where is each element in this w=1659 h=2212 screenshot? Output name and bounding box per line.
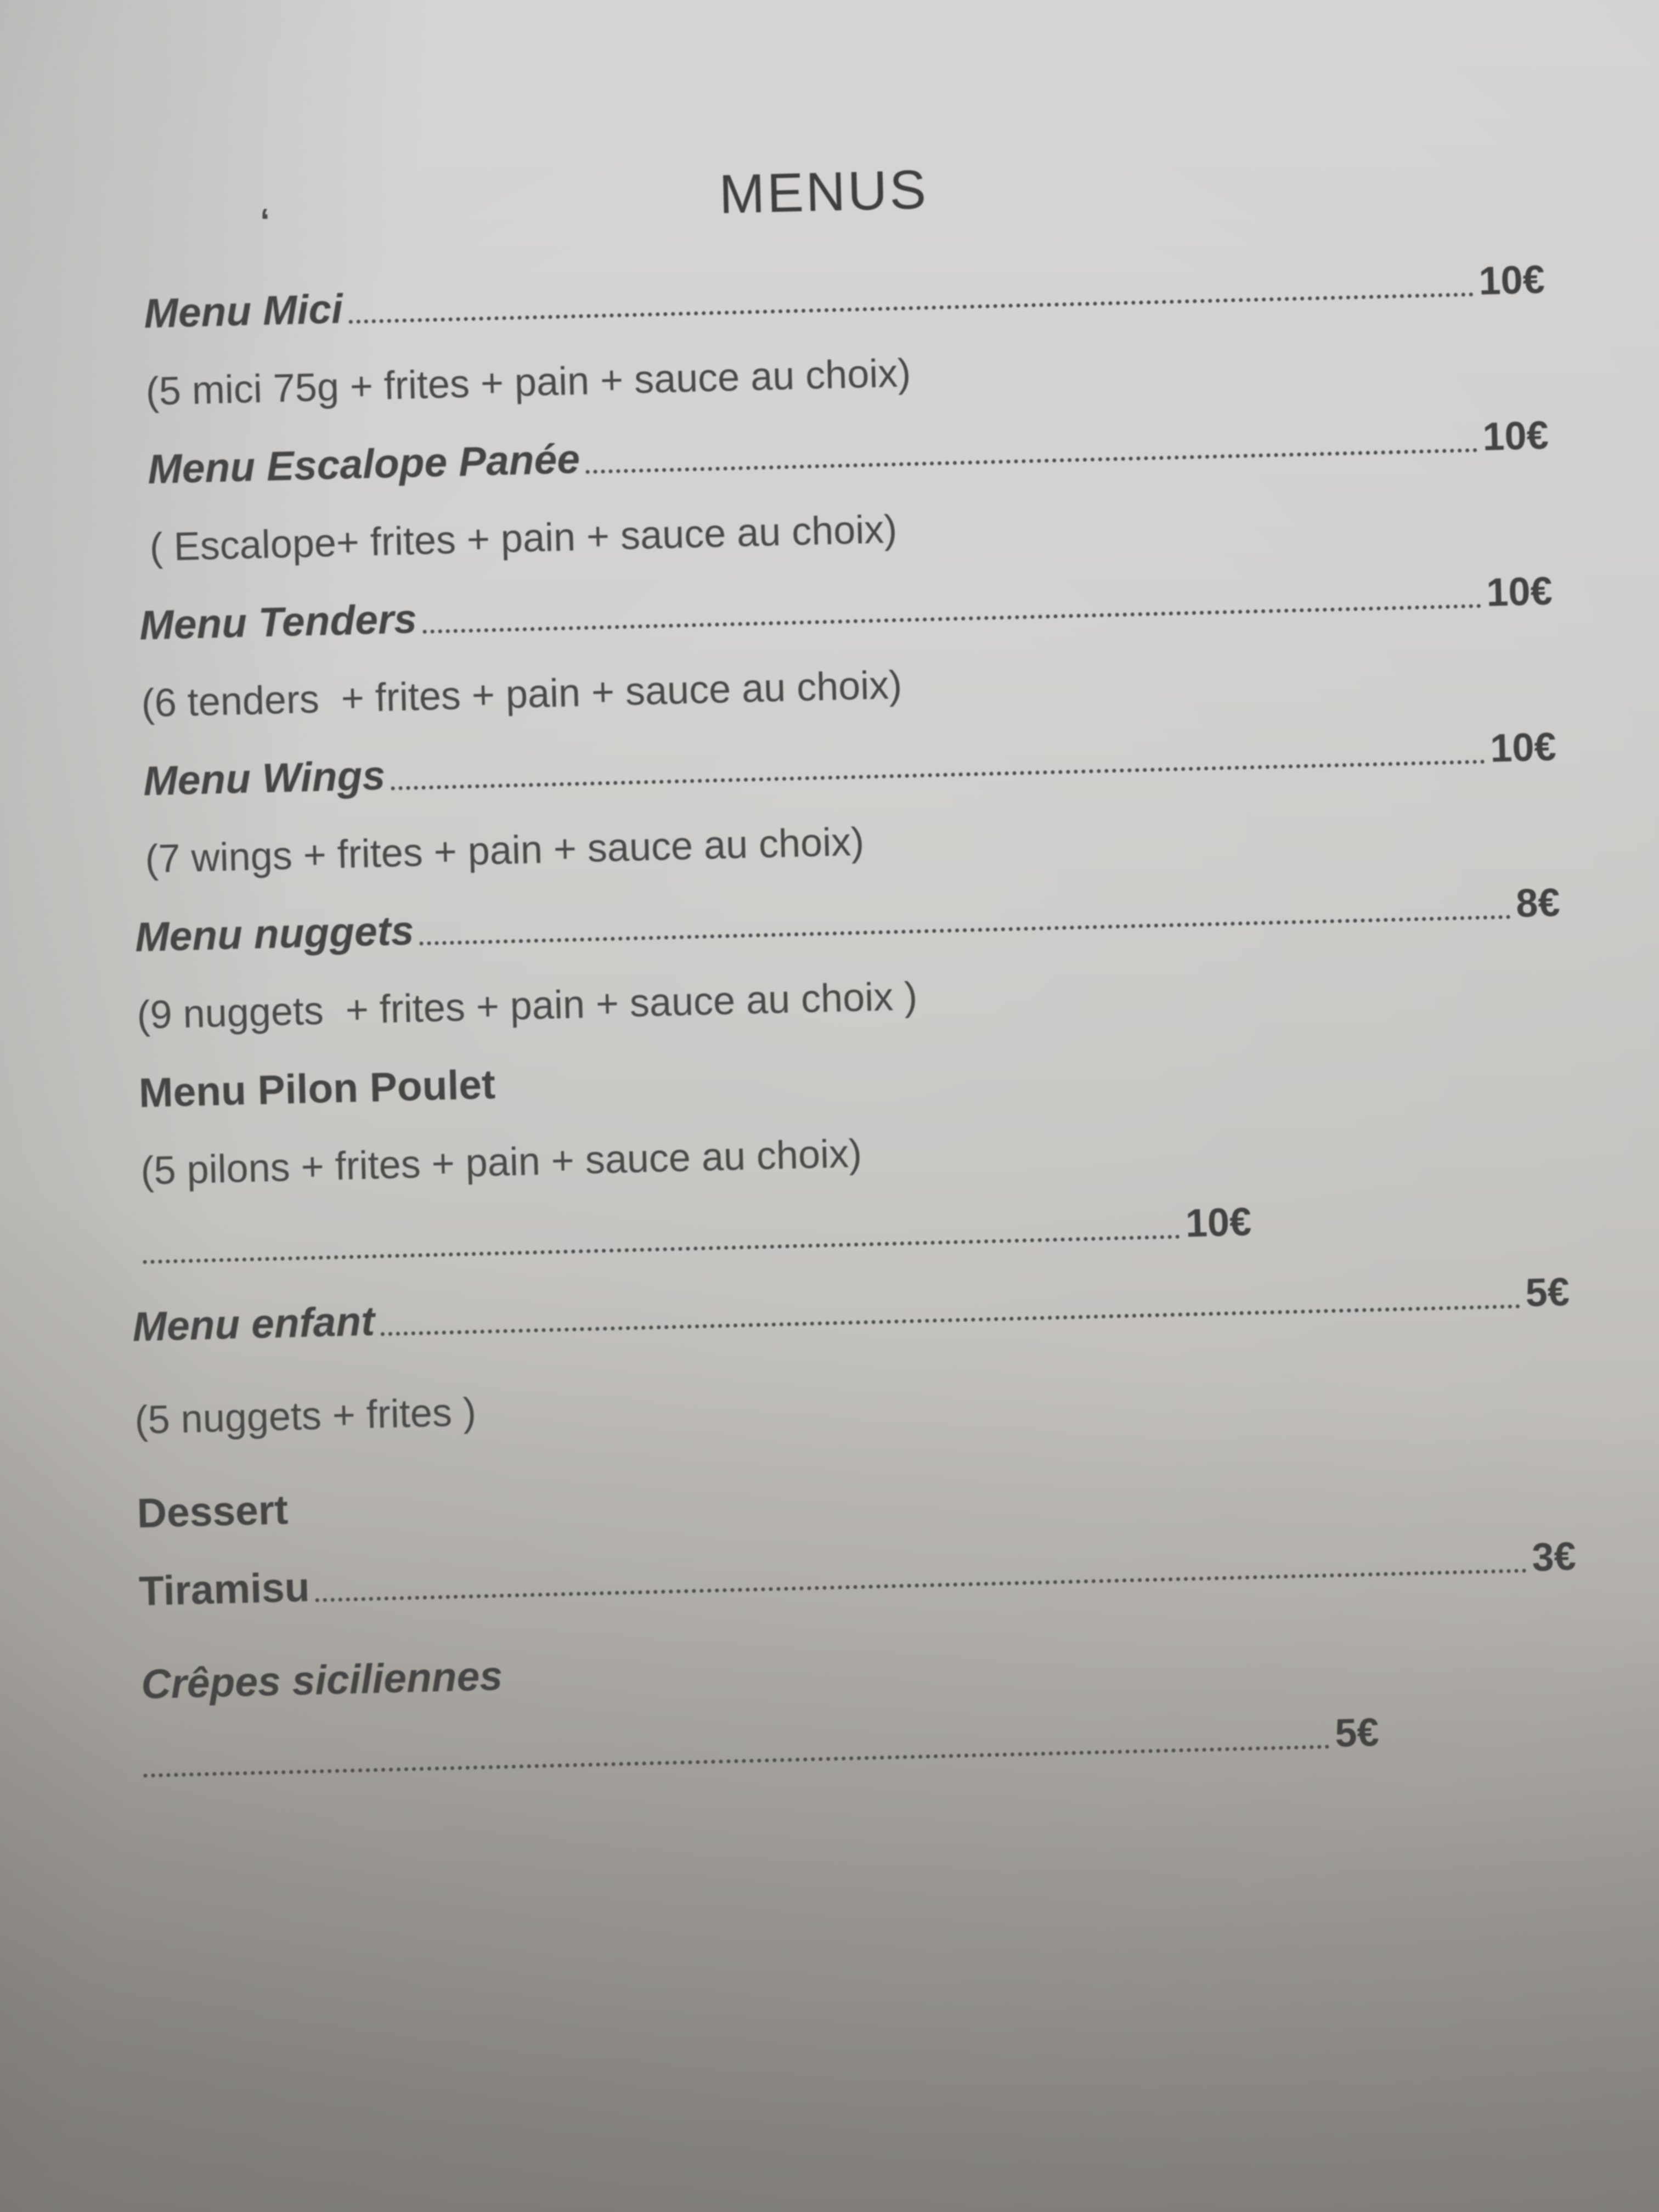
menu-item-description: ( Escalope+ frites + pain + sauce au choix) (149, 507, 898, 570)
dotted-leader (585, 448, 1477, 474)
menu-item-name: Crêpes siciliennes (140, 1652, 503, 1708)
menu-item-name: Menu Wings (143, 752, 386, 804)
paper-sheet (104, 144, 1581, 1793)
menu-title: MENUS (718, 159, 929, 225)
menu-item-name: Menu Tenders (139, 595, 417, 648)
menu-item-description: (7 wings + frites + pain + sauce au choix) (144, 820, 865, 882)
menu-item-price: 10€ (1482, 414, 1549, 460)
menu-item-price: 10€ (1184, 1200, 1252, 1246)
menu-item-name: Menu enfant (132, 1297, 376, 1350)
menu-item-name: Menu nuggets (134, 907, 415, 961)
menu-item-description: (6 tenders + frites + pain + sauce au choix) (140, 663, 903, 726)
menu-item-description: (5 nuggets + frites ) (134, 1390, 477, 1443)
menu-item-name: Menu Escalope Panée (147, 436, 580, 493)
dessert-heading: Dessert (136, 1486, 289, 1537)
menu-item-price: 10€ (1489, 725, 1557, 771)
menu-item-description: (9 nuggets + frites + pain + sauce au choix ) (136, 974, 918, 1038)
menu-item-price: 3€ (1531, 1534, 1577, 1580)
menu-item-price: 10€ (1486, 569, 1553, 616)
menu-item-price: 5€ (1525, 1270, 1570, 1316)
dotted-leader (143, 1745, 1330, 1778)
menu-item-name: Menu Pilon Poulet (138, 1061, 496, 1116)
menu-item-description: (5 mici 75g + frites + pain + sauce au choix) (145, 351, 912, 414)
menu-item-name: Menu Mici (143, 285, 343, 337)
stray-mark: ‘ (259, 201, 270, 241)
menu-item-name: Tiramisu (138, 1564, 311, 1615)
menu-item-price: 8€ (1515, 881, 1561, 926)
menu-item-price: 5€ (1334, 1711, 1380, 1756)
menu-item-description: (5 pilons + frites + pain + sauce au choix) (140, 1132, 862, 1194)
menu-item-price: 10€ (1478, 258, 1545, 304)
